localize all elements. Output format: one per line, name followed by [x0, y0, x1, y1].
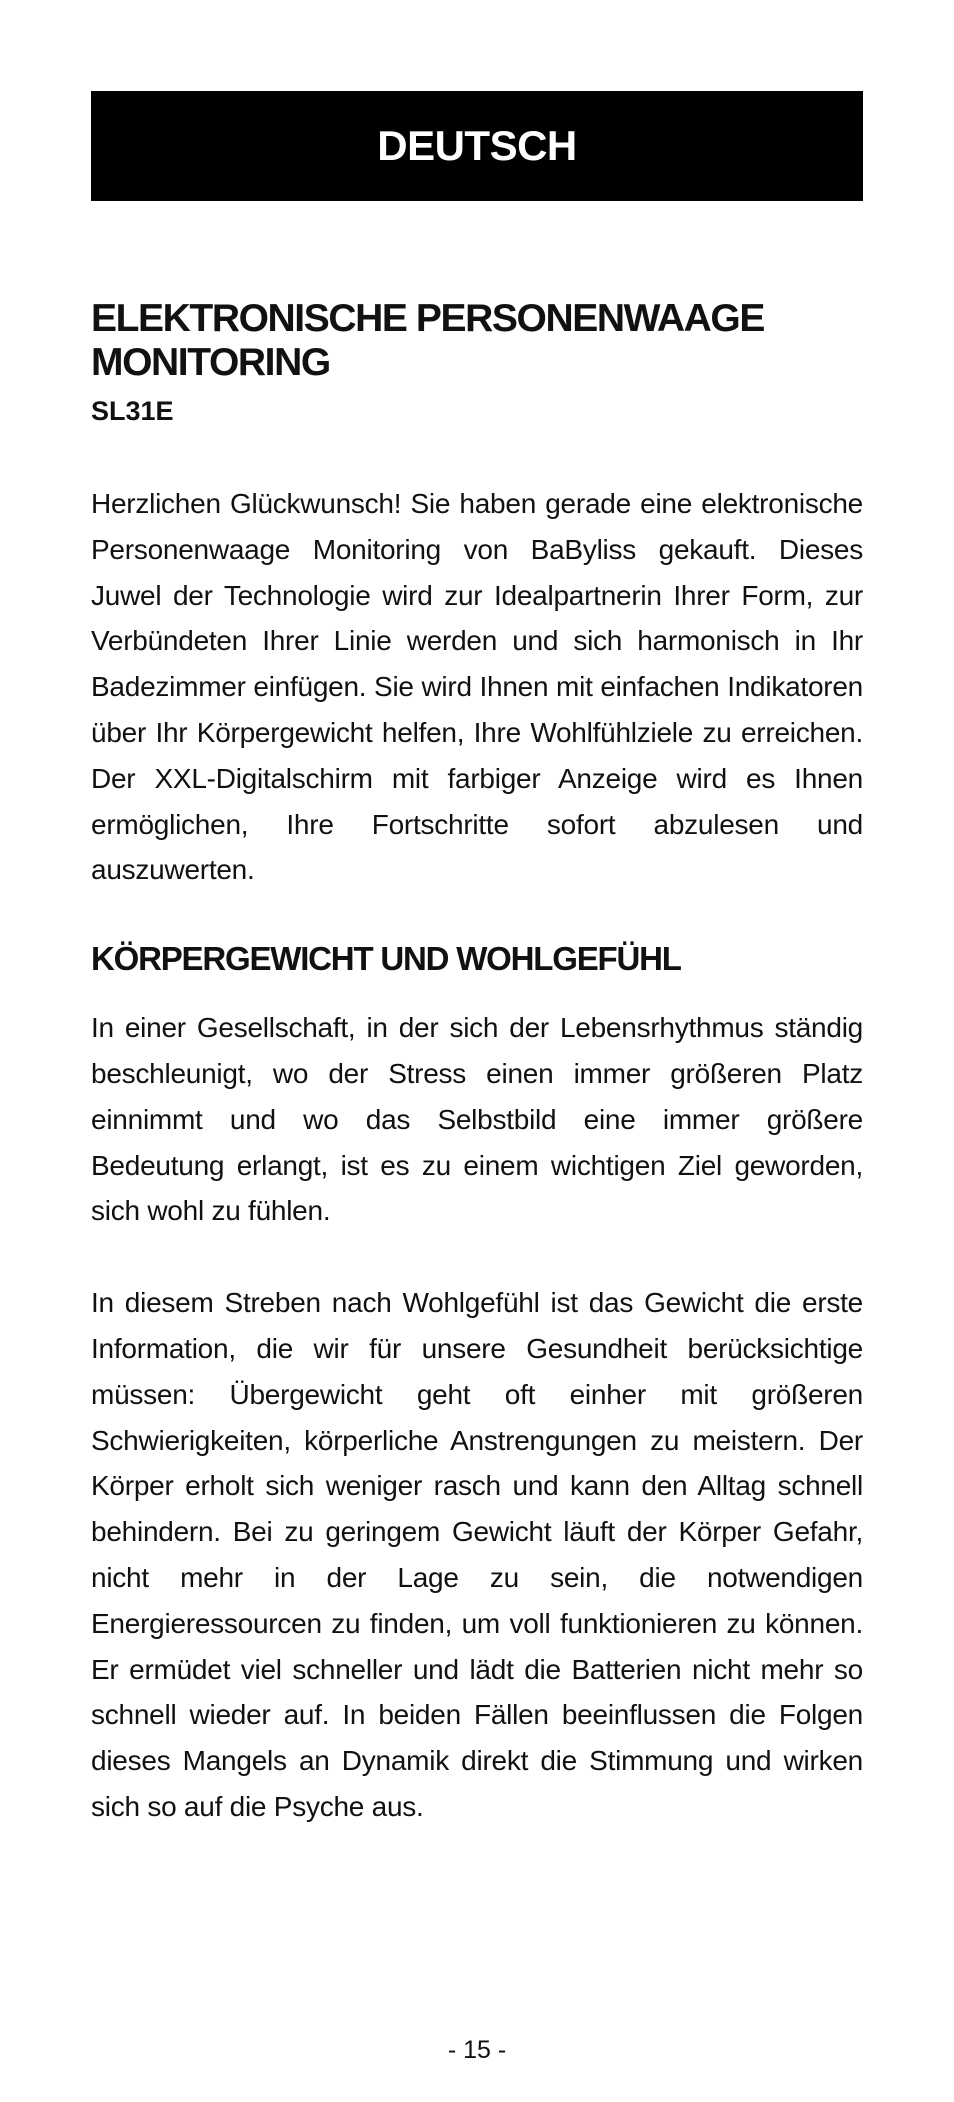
document-page — [91, 91, 863, 1830]
intro-paragraph: Herzlichen Glückwunsch! Sie haben gerade eine elektronische Personenwaage Monitoring von BaByliss gekauft. Dieses Juwel der Technologie wird zur Idealpartnerin Ihrer Form, zur Verbündeten Ihrer Linie werden und sich harmonisch in Ihr Badezimmer einfügen. Sie wird Ihnen mit einfachen Indikatoren über Ihr Körpergewicht helfen, Ihre Wohlfühlziele zu erreichen. Der XXL-Digitalschirm mit farbiger Anzeige wird es Ihnen ermöglichen, Ihre Fortschritte sofort abzulesen und auszuwerten. — [91, 488, 863, 886]
section-paragraph-1: In einer Gesellschaft, in der sich der Lebensrhythmus ständig beschleunigt, wo der Stress einen immer größeren Platz einnimmt und wo das Selbstbild eine immer größere Bedeutung erlangt, ist es zu einem wichtigen Ziel geworden, sich wohl zu fühlen. — [91, 1012, 863, 1227]
section-paragraph-2: In diesem Streben nach Wohlgefühl ist das Gewicht die erste Information, die wir für unsere Gesundheit berücksichtige müssen: Übergewicht geht oft einher mit größeren Schwierigkeiten, körperliche Anstrengungen zu meistern. Der Körper erholt sich weniger rasch und kann den Alltag schnell behindern. Bei zu geringem Gewicht läuft der Körper Gefahr, nicht mehr in der Lage zu sein, die notwendigen Energieressourcen zu finden, um voll funktionieren zu können. Er ermüdet viel schneller und lädt die Batterien nicht mehr so schnell wieder auf. In beiden Fällen beeinflussen die Folgen dieses Mangels an Dynamik direkt die Stimmung und wirken sich so auf die Psyche aus. — [91, 1287, 863, 1822]
language-label: DEUTSCH — [377, 122, 577, 169]
product-model: SL31E — [91, 396, 174, 426]
section-heading: KÖRPERGEWICHT UND WOHLGEFÜHL — [91, 940, 681, 978]
page-number: - 15 - — [447, 2036, 507, 2064]
language-banner — [91, 91, 863, 201]
product-title: ELEKTRONISCHE PERSONENWAAGE MONITORING — [91, 297, 764, 384]
